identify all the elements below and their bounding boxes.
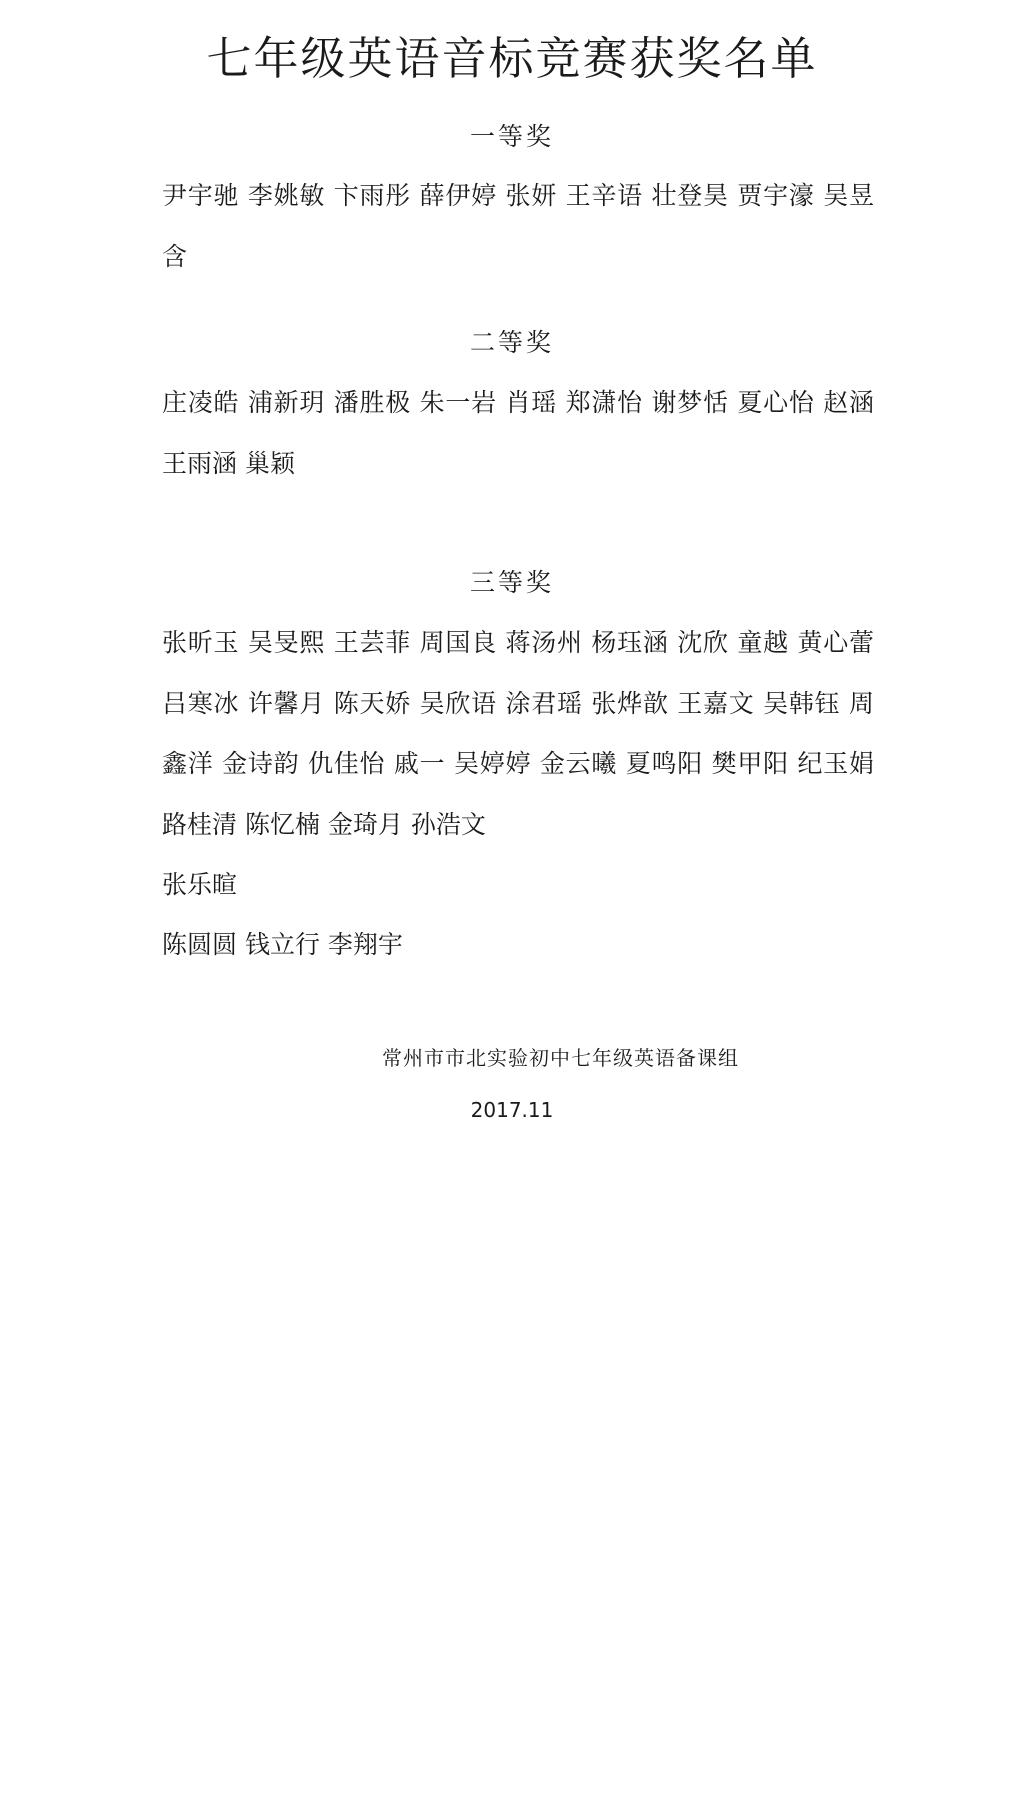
winner-name: 周鑫洋 [162,688,875,778]
winner-name: 郑潇怡 [565,388,643,417]
winner-name: 浦新玥 [247,388,326,417]
winner-name: 黄心蕾 [797,628,874,657]
winner-name: 吴韩钰 [763,688,841,718]
winner-name: 童越 [737,628,789,657]
winner-name: 吕寒冰 [162,688,240,718]
winner-name: 王芸菲 [333,628,411,657]
winner-name: 吴昱含 [162,181,874,271]
winner-name: 夏心怡 [737,388,815,417]
winner-name: 陈天娇 [333,688,411,718]
first-prize-names [162,166,874,287]
winner-name: 肖瑶 [505,388,557,417]
winner-name: 朱一岩 [419,388,497,417]
winner-name: 王辛语 [565,181,643,210]
winner-name: 薛伊婷 [419,181,497,210]
winner-name: 陈忆楠 [244,809,320,839]
winner-name: 仇佳怡 [308,749,386,778]
winner-name: 戚一 [393,749,446,778]
footer-date: 2017.11 [470,1098,554,1122]
third-prize-heading: 三等奖 [469,568,554,597]
winner-name: 孙浩文 [410,809,486,839]
winner-name: 沈欣 [677,628,729,657]
winner-name: 涂君瑶 [505,688,583,718]
winner-name: 夏鸣阳 [625,749,703,778]
document-title: 七年级英语音标竞赛获奖名单 [206,32,818,85]
winner-name: 许馨月 [247,688,326,718]
winner-name: 金云曦 [539,749,618,778]
winner-name: 金诗韵 [222,749,300,778]
winner-name: 樊甲阳 [711,749,789,778]
winner-name: 吴旻熙 [247,628,326,657]
winner-name: 张妍 [505,181,557,210]
footer-organization: 常州市市北实验初中七年级英语备课组 [382,1046,739,1070]
winner-name: 张烨歆 [591,688,669,718]
first-prize-heading: 一等奖 [469,122,554,151]
winner-name: 路桂清 [162,809,238,839]
winner-name: 谢梦恬 [651,388,729,417]
winner-name: 贾宇濠 [737,181,815,210]
second-prize-heading: 二等奖 [469,328,554,357]
winner-name: 李姚敏 [247,181,326,210]
winner-name: 金琦月 [327,809,403,839]
winner-name: 王雨涵 [162,448,238,478]
winner-name: 卞雨彤 [333,181,411,210]
winner-name: 王嘉文 [677,688,755,718]
winner-name: 庄凌皓 [162,388,240,417]
winner-name: 吴婷婷 [454,749,532,778]
winner-name: 巢颖 [244,448,295,478]
winner-name: 赵涵 [823,388,874,417]
third-prize-extra-line-1: 张乐暄 [162,870,238,899]
third-prize-names [162,613,874,855]
winner-name: 杨珏涵 [591,628,669,657]
winner-name: 张昕玉 [162,628,240,657]
second-prize-names [162,373,874,494]
winner-name: 潘胜极 [333,388,411,417]
third-prize-extra-line-2: 陈圆圆 钱立行 李翔宇 [162,930,403,959]
winner-name: 吴欣语 [419,688,497,718]
winner-name: 蒋汤州 [505,628,583,657]
winner-name: 尹宇驰 [162,181,240,210]
winner-name: 周国良 [419,628,497,657]
winner-name: 壮登昊 [651,181,729,210]
winner-name: 纪玉娟 [797,749,874,778]
